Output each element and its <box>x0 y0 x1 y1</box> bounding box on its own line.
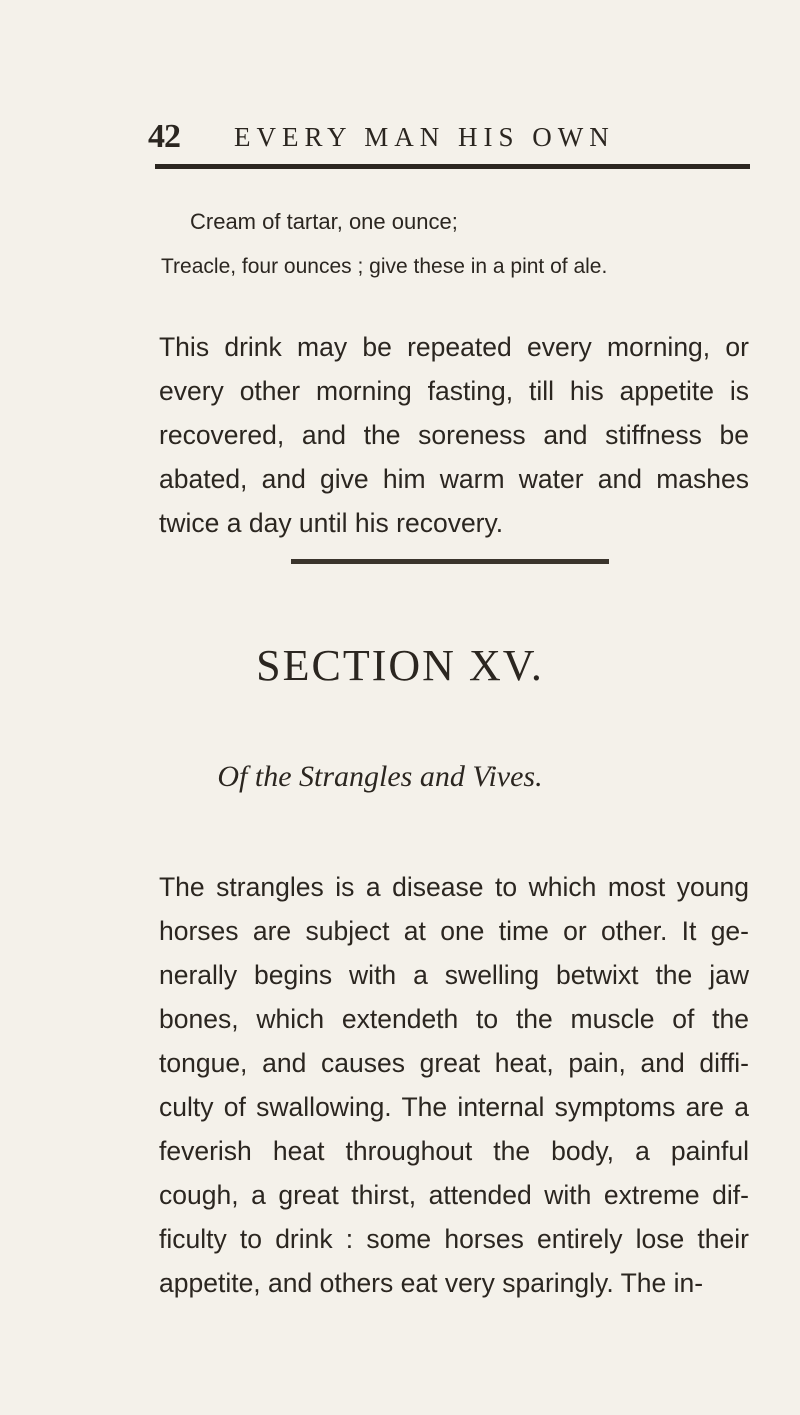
header-rule <box>155 164 750 169</box>
paragraph-drink: This drink may be repeated every morning, or every other morning fasting, till his appetite is recovered, and the soreness and stiffness be abated, and give him warm water and mashes twice a day until his recovery. <box>159 332 749 538</box>
running-head: EVERY MAN HIS OWN <box>234 122 615 152</box>
section-title: SECTION XV. <box>256 641 544 690</box>
page-number: 42 <box>148 118 180 155</box>
paragraph-strangles: The strangles is a disease to which most young horses are subject at one time or other. It ge-nerally begins with a swelling betwixt the jaw bones, which extendeth to the muscle of the tongue, and causes great heat, pain, and diffi-culty of swallowing. The internal symptoms are a feverish heat throughout the body, a painful cough, a great thirst, attended with extreme dif-ficulty to drink : some horses entirely lose their appetite, and others eat very sparingly. The in- <box>159 872 749 1298</box>
section-subtitle: Of the Strangles and Vives. <box>217 760 543 793</box>
section-divider <box>291 559 609 564</box>
recipe-line-1: Cream of tartar, one ounce; <box>190 209 458 234</box>
page-header <box>148 118 748 158</box>
recipe-line-2: Treacle, four ounces ; give these in a pint of ale. <box>161 255 608 278</box>
